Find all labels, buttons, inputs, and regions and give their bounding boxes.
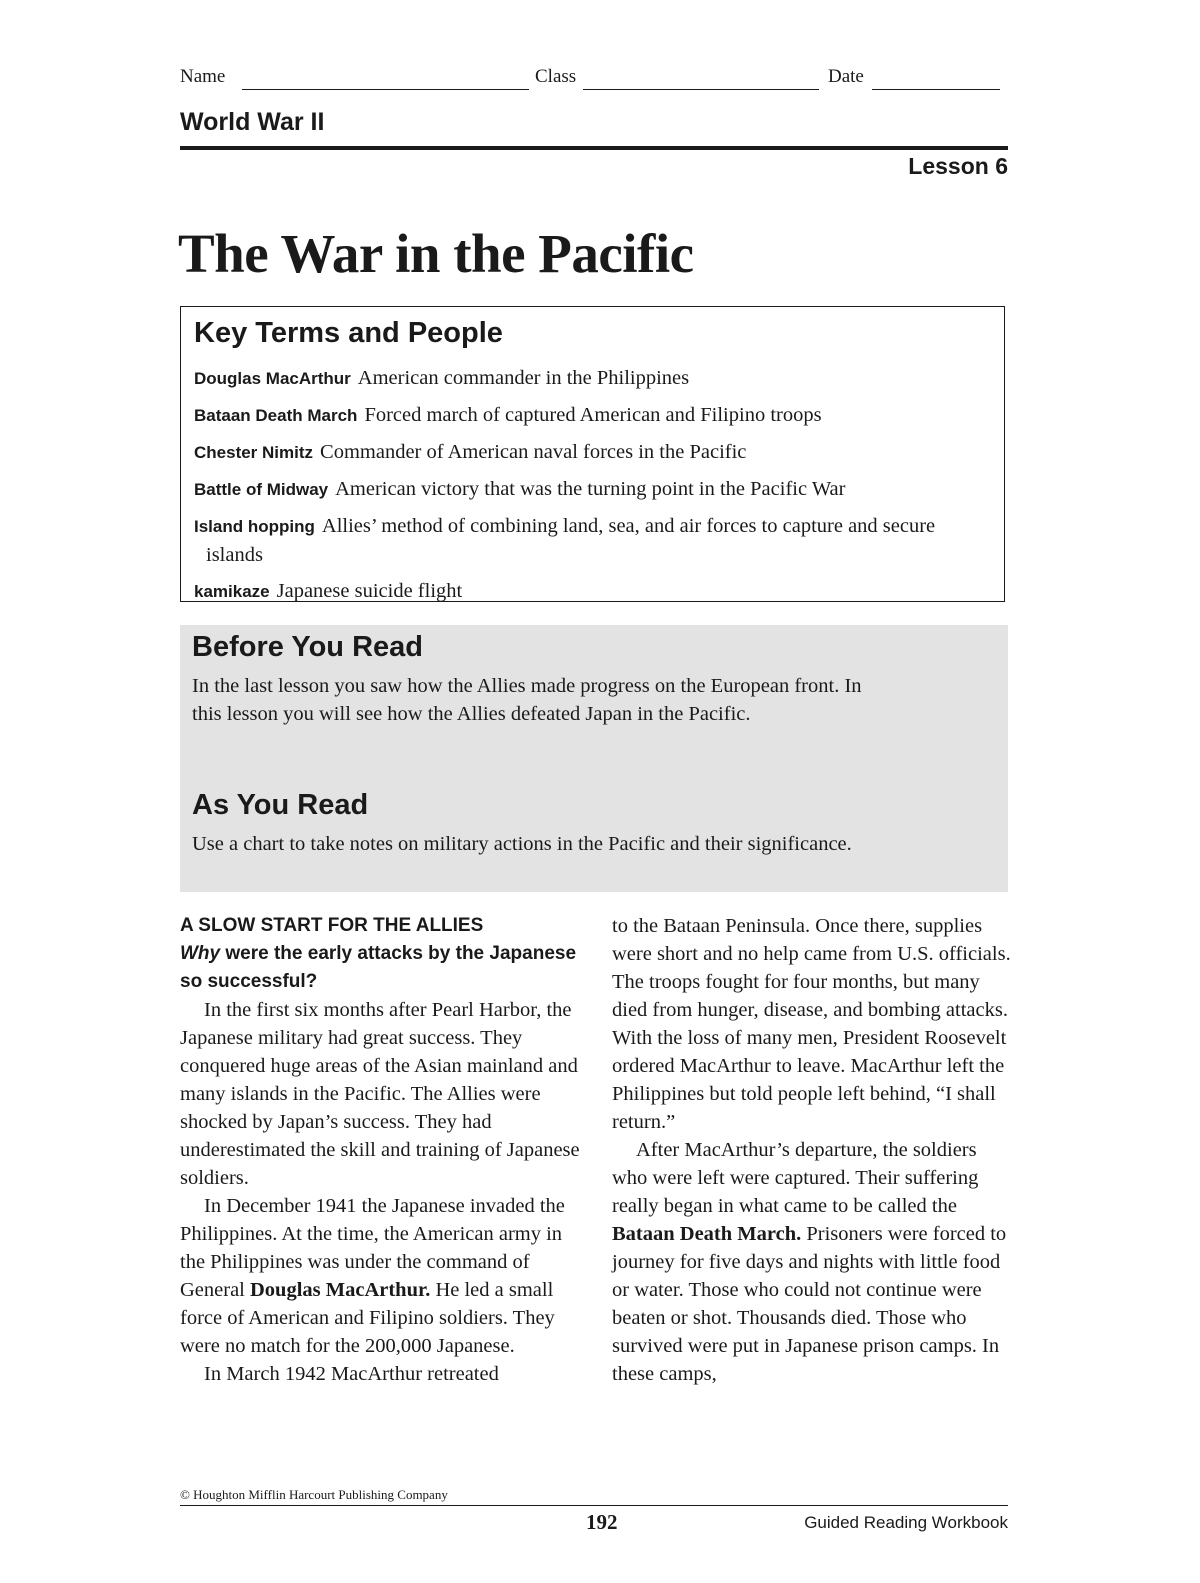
before-you-read-text: In the last lesson you saw how the Allies made progress on the European front. In this lesson you will see how the Allies defeated Japan in the Pacific. [192,675,862,725]
key-term-inline: Bataan Death March. [612,1223,802,1245]
key-terms-list [194,364,984,614]
key-term-definition: Allies’ method of combining land, sea, and air forces to capture and secure islands [206,515,936,566]
as-you-read-text: Use a chart to take notes on military actions in the Pacific and their significance. [192,833,852,855]
key-term-definition: American commander in the Philippines [357,367,690,389]
key-terms-heading: Key Terms and People [194,317,503,349]
body-column-left [180,912,585,1388]
key-term-item [194,401,984,430]
paragraph-text: After MacArthur’s departure, the soldiers who were left were captured. Their suffering really began in what came to be called the [612,1139,979,1217]
section-question [180,940,585,996]
class-blank[interactable] [583,89,819,90]
key-term-definition: Forced march of captured American and Filipino troops [364,404,822,426]
paragraph-text: He led a small force of American and Filipino soldiers. They were no match for the 200,000 Japanese. [180,1279,555,1357]
key-term-item [194,512,984,569]
key-term-item [194,475,984,504]
footer-rule [180,1505,1008,1506]
key-terms-box [180,306,1005,602]
name-blank[interactable] [242,89,529,90]
key-term: kamikaze [194,582,270,601]
lesson-label: Lesson 6 [908,153,1008,179]
workbook-title: Guided Reading Workbook [804,1513,1008,1532]
unit-title: World War II [180,108,325,136]
name-class-date-line [180,66,1010,94]
paragraph-continued: to the Bataan Peninsula. Once there, supplies were short and no help came from U.S. officials. The troops fought for four months, but many died from hunger, disease, and bombing attacks. With the loss of many men, President Roosevelt ordered MacArthur to leave. MacArthur left the Philippines but told people left behind, “I shall return.” [612,915,1011,1133]
key-term: Bataan Death March [194,406,358,425]
key-term-definition: American victory that was the turning point in the Pacific War [335,478,846,500]
as-you-read-heading: As You Read [192,789,369,821]
key-term: Battle of Midway [194,480,329,499]
key-term-item [194,577,984,606]
paragraph: In the first six months after Pearl Harbor, the Japanese military had great success. They conquered huge areas of the Asian mainland and many islands in the Pacific. The Allies were shocked by Japan’s success. They had underestimated the skill and training of Japanese soldiers. [180,999,580,1189]
paragraph [180,1192,585,1360]
section-heading: A SLOW START FOR THE ALLIES [180,915,484,936]
page-number: 192 [586,1510,618,1534]
paragraph-text: In December 1941 the Japanese invaded the Philippines. At the time, the American army in the Philippines was under the command of General [180,1195,565,1301]
key-term: Island hopping [194,517,315,536]
key-term: Douglas MacArthur [194,369,351,388]
copyright-notice: © Houghton Mifflin Harcourt Publishing Company [180,1487,448,1502]
section-question-emphasis: Why [180,943,221,964]
paragraph: In March 1942 MacArthur retreated [204,1363,499,1385]
section-question-text: were the early attacks by the Japanese so successful? [180,943,577,992]
reading-guide-box [180,625,1008,892]
paragraph [612,1136,1017,1388]
header-rule [180,146,1008,150]
date-blank[interactable] [872,89,1000,90]
key-term-definition: Commander of American naval forces in the Pacific [320,441,747,463]
name-label: Name [180,66,226,87]
key-term-item [194,364,984,393]
date-label: Date [828,66,864,87]
lesson-title: The War in the Pacific [178,223,694,284]
class-label: Class [535,66,577,87]
key-term-definition: Japanese suicide flight [276,580,463,602]
key-term-inline: Douglas MacArthur. [250,1279,431,1301]
key-term: Chester Nimitz [194,443,314,462]
before-you-read-heading: Before You Read [192,631,423,663]
key-term-item [194,438,984,467]
paragraph-text: Prisoners were forced to journey for five days and nights with little food or water. Those who could not continue were beaten or shot. Thousands died. Those who survived were put in Japanese prison camps. In these camps, [612,1223,1007,1385]
body-column-right [612,912,1017,1388]
